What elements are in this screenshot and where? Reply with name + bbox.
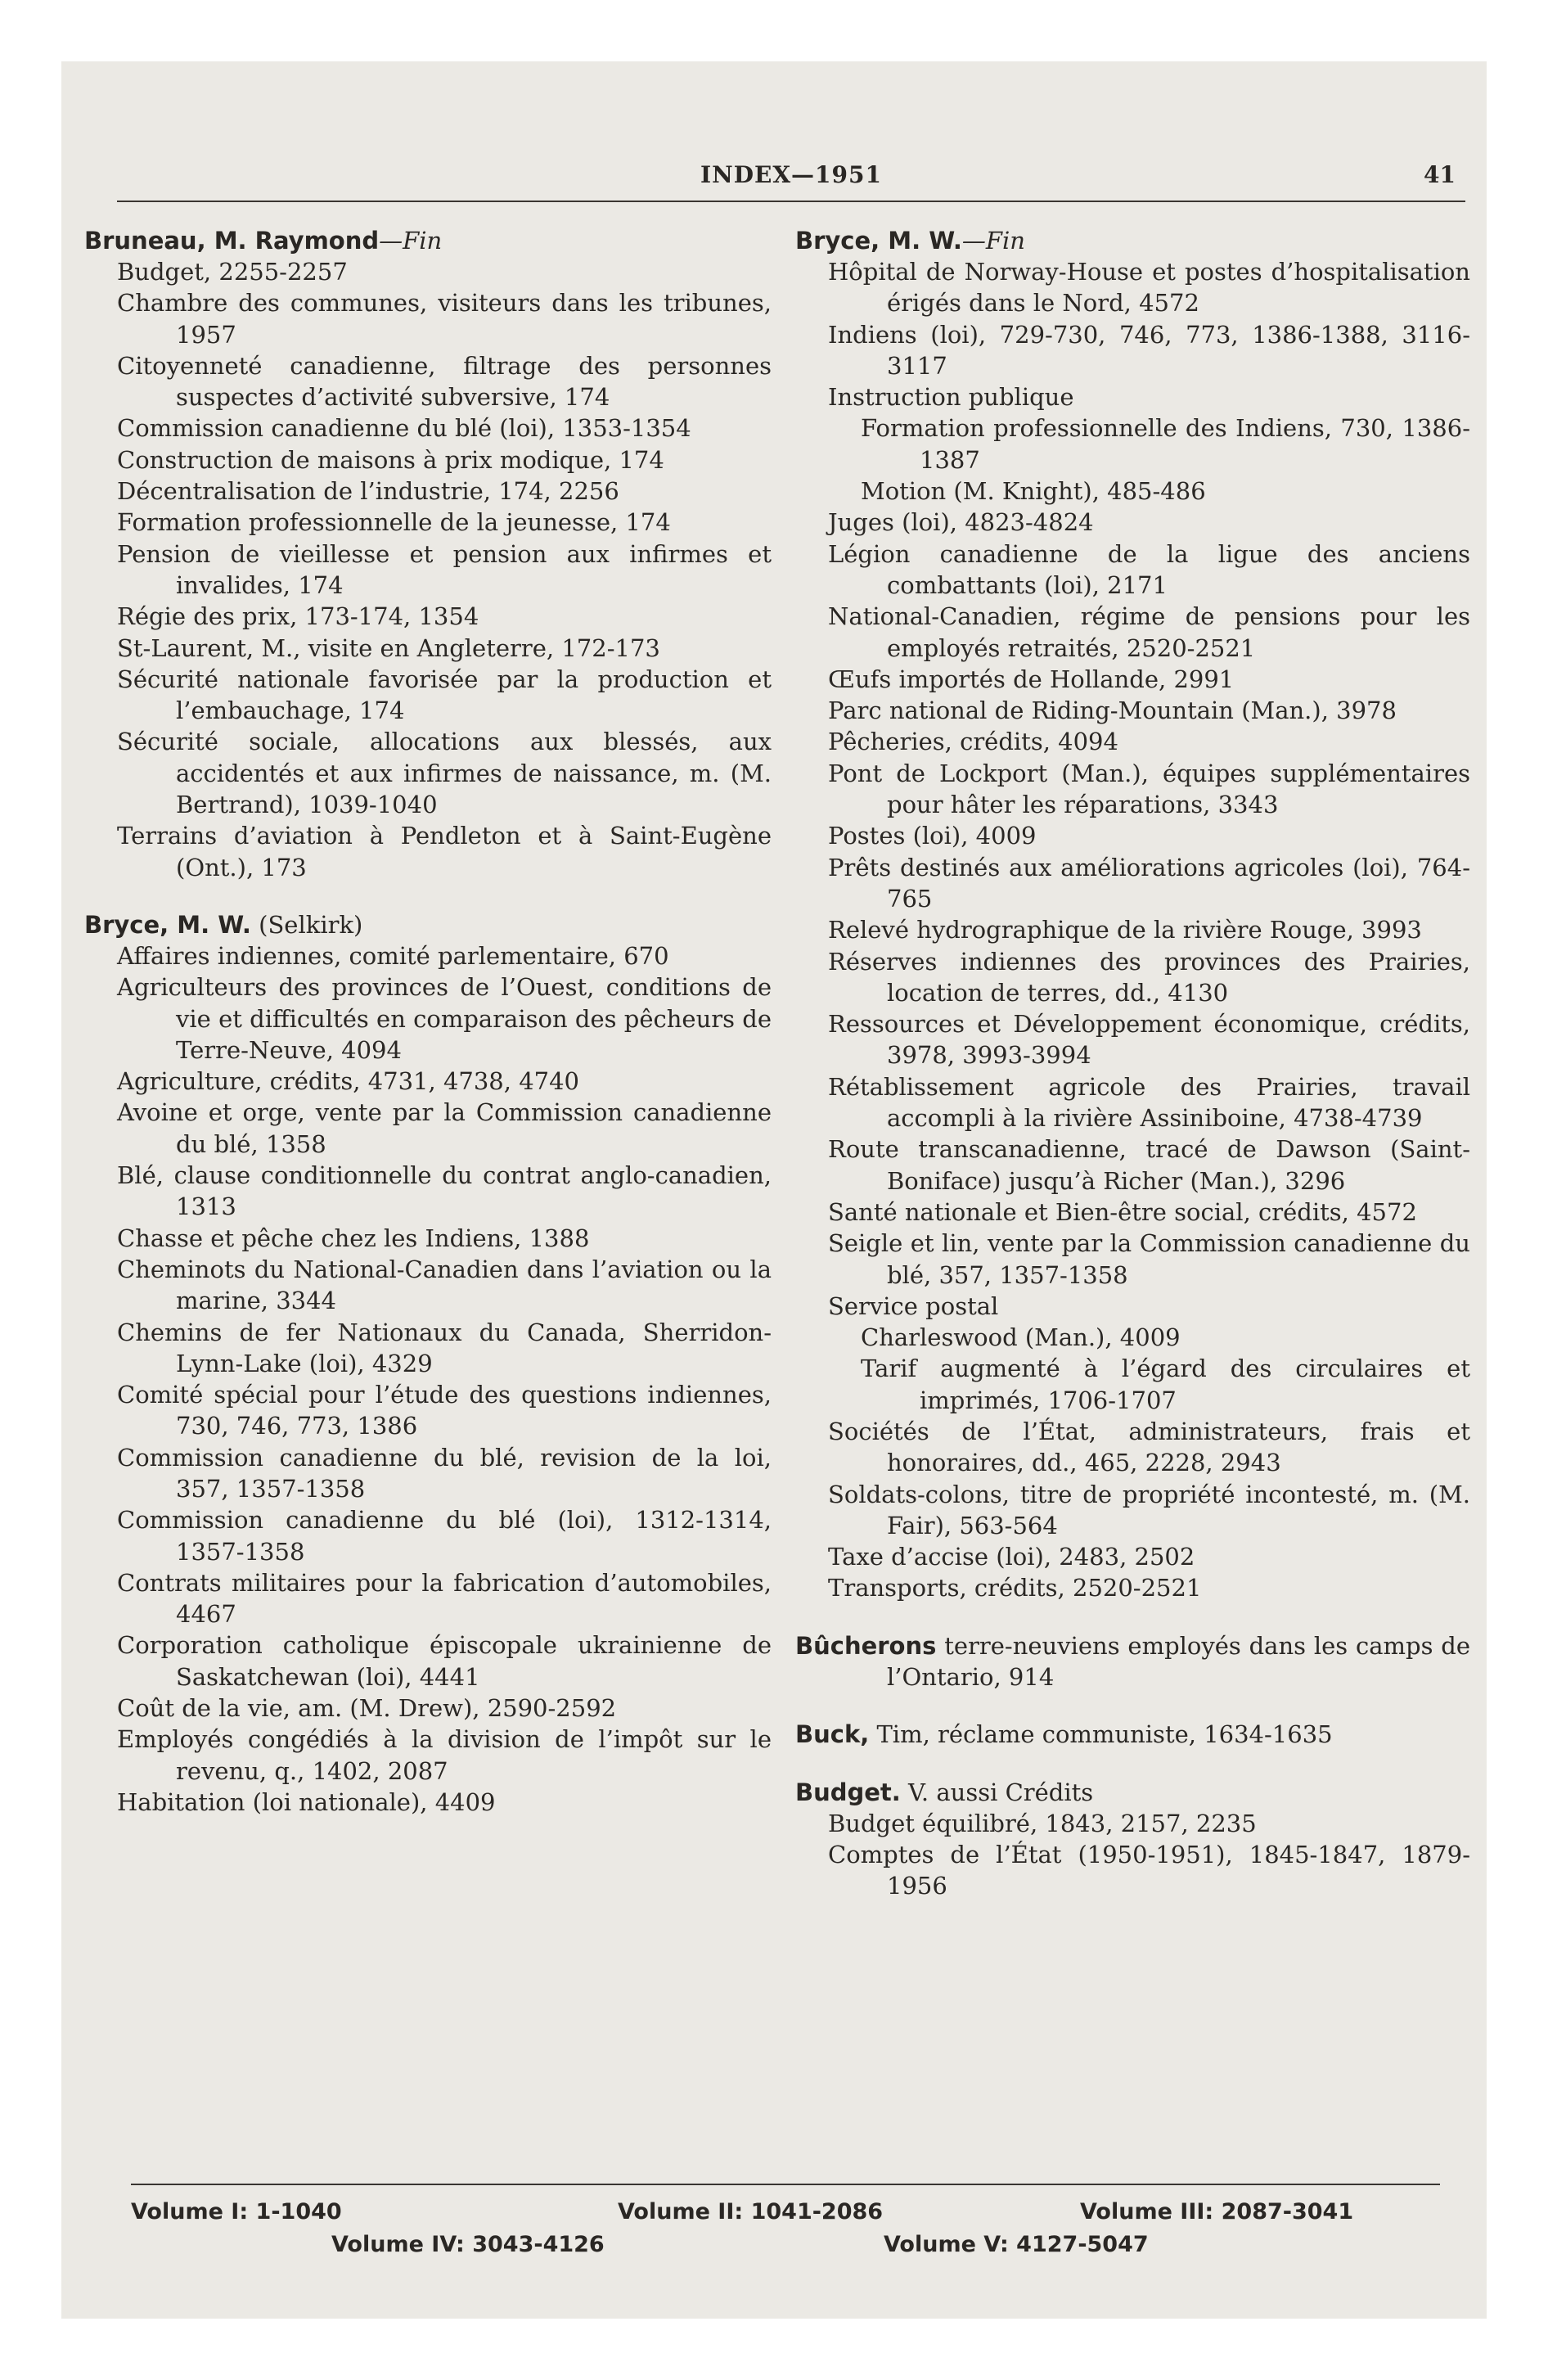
volume-range: Volume IV: 3043-4126 (331, 2232, 605, 2257)
list-item: Légion canadienne de la ligue des anciens combattants (loi), 2171 (828, 539, 1470, 599)
index-entry-bucherons (795, 1630, 1470, 1693)
list-item: Seigle et lin, vente par la Commission canadienne du blé, 357, 1357-1358 (828, 1229, 1470, 1289)
list-item: Corporation catholique épiscopale ukrainienne de Saskatchewan (loi), 4441 (117, 1631, 772, 1691)
entry-text: terre-neuviens employés dans les camps de l’Ontario, 914 (887, 1631, 1470, 1692)
volume-range: Volume I: 1-1040 (131, 2199, 342, 2224)
list-item: Relevé hydrographique de la rivière Rouge, 3993 (828, 916, 1422, 944)
list-item: Soldats-colons, titre de propriété incontesté, m. (M. Fair), 563-564 (828, 1480, 1470, 1539)
list-item: Budget, 2255-2257 (117, 258, 348, 286)
list-item: Agriculteurs des provinces de l’Ouest, conditions de vie et difficultés en comparaison des pêcheurs de Terre-Neuve, 4094 (117, 973, 772, 1064)
volume-range: Volume V: 4127-5047 (884, 2232, 1149, 2257)
list-item: Prêts destinés aux améliorations agricoles (loi), 764-765 (828, 853, 1470, 913)
list-item: Indiens (loi), 729-730, 746, 773, 1386-1388, 3116-3117 (828, 320, 1470, 380)
list-item: Œufs importés de Hollande, 2991 (828, 665, 1235, 693)
list-item: Formation professionnelle de la jeunesse, 174 (117, 508, 671, 537)
index-entry-bryce (84, 909, 772, 1818)
list-item: Hôpital de Norway-House et postes d’hospitalisation érigés dans le Nord, 4572 (828, 258, 1470, 318)
sub-list-item: Charleswood (Man.), 4009 (861, 1323, 1181, 1352)
list-item: Postes (loi), 4009 (828, 822, 1037, 850)
list-item: Parc national de Riding-Mountain (Man.), 3978 (828, 696, 1397, 725)
entry-name: Bûcherons (795, 1631, 937, 1660)
left-column (84, 225, 772, 1818)
scanned-page (61, 61, 1487, 2319)
list-item: Taxe d’accise (loi), 2483, 2502 (828, 1543, 1195, 1571)
list-item: Commission canadienne du blé (loi), 1353-1354 (117, 414, 691, 443)
entry-heading (84, 225, 772, 256)
list-item: Blé, clause conditionnelle du contrat anglo-canadien, 1313 (117, 1161, 772, 1221)
list-item: Pêcheries, crédits, 4094 (828, 728, 1118, 756)
entry-heading (795, 225, 1470, 256)
right-column (795, 225, 1470, 1902)
list-item: Cheminots du National-Canadien dans l’aviation ou la marine, 3344 (117, 1255, 772, 1315)
list-item: Agriculture, crédits, 4731, 4738, 4740 (117, 1067, 579, 1096)
list-item: Terrains d’aviation à Pendleton et à Saint-Eugène (Ont.), 173 (117, 822, 772, 881)
list-item: Chemins de fer Nationaux du Canada, Sherridon-Lynn-Lake (loi), 4329 (117, 1318, 772, 1377)
list-item: Sociétés de l’État, administrateurs, frais et honoraires, dd., 465, 2228, 2943 (828, 1417, 1470, 1477)
index-entry-bryce-continued (795, 225, 1470, 1604)
list-item: Habitation (loi nationale), 4409 (117, 1787, 496, 1816)
page-number: 41 (1424, 161, 1456, 188)
entry-text: Tim, réclame communiste, 1634-1635 (869, 1720, 1333, 1749)
list-item: Coût de la vie, am. (M. Drew), 2590-2592 (117, 1694, 617, 1723)
list-item: Budget équilibré, 1843, 2157, 2235 (828, 1809, 1257, 1837)
list-item: Employés congédiés à la division de l’impôt sur le revenu, q., 1402, 2087 (117, 1725, 772, 1785)
list-item: St-Laurent, M., visite en Angleterre, 172-173 (117, 633, 660, 662)
list-item: Santé nationale et Bien-être social, crédits, 4572 (828, 1197, 1417, 1226)
volume-range: Volume III: 2087-3041 (1080, 2199, 1354, 2224)
entry-heading (795, 1719, 1470, 1750)
entry-name: Bruneau, M. Raymond (84, 227, 380, 255)
see-also-reference: V. aussi Crédits (900, 1778, 1094, 1806)
list-item: Rétablissement agricole des Prairies, travail accompli à la rivière Assiniboine, 4738-4739 (828, 1072, 1470, 1133)
entry-name: Budget. (795, 1778, 901, 1806)
list-item: Chambre des communes, visiteurs dans les tribunes, 1957 (117, 289, 772, 349)
list-item: Chasse et pêche chez les Indiens, 1388 (117, 1224, 590, 1252)
page-header (117, 151, 1465, 202)
list-item: Commission canadienne du blé (loi), 1312-1314, 1357-1358 (117, 1506, 772, 1566)
list-item: Route transcanadienne, tracé de Dawson (Saint-Boniface) jusqu’à Richer (Man.), 3296 (828, 1135, 1470, 1195)
entry-name: Buck, (795, 1720, 870, 1749)
list-item: Comptes de l’État (1950-1951), 1845-1847, 1879-1956 (828, 1840, 1470, 1900)
list-item: Pont de Lockport (Man.), équipes supplémentaires pour hâter les réparations, 3343 (828, 759, 1470, 819)
footer-divider (131, 2184, 1440, 2185)
index-entry-bruneau (84, 225, 772, 883)
list-item: Instruction publique (828, 383, 1074, 412)
list-item: Transports, crédits, 2520-2521 (828, 1574, 1202, 1602)
sub-list-item: Formation professionnelle des Indiens, 730, 1386-1387 (861, 414, 1470, 474)
list-item: Citoyenneté canadienne, filtrage des personnes suspectes d’activité subversive, 174 (117, 351, 772, 412)
entry-name: Bryce, M. W. (795, 227, 962, 255)
entry-heading (795, 1630, 1470, 1693)
list-item: Pension de vieillesse et pension aux infirmes et invalides, 174 (117, 539, 772, 599)
continued-marker: —Fin (379, 227, 443, 255)
list-item: Contrats militaires pour la fabrication d’automobiles, 4467 (117, 1568, 772, 1629)
sub-list-item: Tarif augmenté à l’égard des circulaires et imprimés, 1706-1707 (861, 1355, 1470, 1414)
list-item: Régie des prix, 173-174, 1354 (117, 602, 479, 631)
list-item: Ressources et Développement économique, crédits, 3978, 3993-3994 (828, 1010, 1470, 1070)
list-item: Sécurité nationale favorisée par la production et l’embauchage, 174 (117, 665, 772, 725)
entry-heading (84, 909, 772, 940)
list-item: Décentralisation de l’industrie, 174, 2256 (117, 477, 619, 506)
list-item: Juges (loi), 4823-4824 (828, 508, 1094, 537)
index-entry-buck (795, 1719, 1470, 1750)
list-item: Affaires indiennes, comité parlementaire, 670 (117, 941, 669, 970)
page-title: INDEX—1951 (700, 161, 882, 188)
volume-range: Volume II: 1041-2086 (618, 2199, 884, 2224)
list-item: Sécurité sociale, allocations aux blessés, aux accidentés et aux infirmes de naissance, m. (M. Bertrand), 1039-1040 (117, 728, 772, 819)
list-item: Réserves indiennes des provinces des Prairies, location de terres, dd., 4130 (828, 947, 1470, 1007)
index-entry-budget (795, 1777, 1470, 1902)
sub-list-item: Motion (M. Knight), 485-486 (861, 477, 1206, 506)
entry-name: Bryce, M. W. (84, 910, 251, 939)
list-item: National-Canadien, régime de pensions pour les employés retraités, 2520-2521 (828, 602, 1470, 662)
list-item: Construction de maisons à prix modique, 174 (117, 445, 664, 474)
list-item: Avoine et orge, vente par la Commission canadienne du blé, 1358 (117, 1098, 772, 1158)
list-item: Comité spécial pour l’étude des questions indiennes, 730, 746, 773, 1386 (117, 1381, 772, 1440)
entry-heading (795, 1777, 1470, 1808)
list-item: Service postal (828, 1291, 999, 1320)
entry-riding: (Selkirk) (250, 910, 363, 939)
list-item: Commission canadienne du blé, revision de la loi, 357, 1357-1358 (117, 1443, 772, 1503)
continued-marker: —Fin (961, 227, 1025, 255)
